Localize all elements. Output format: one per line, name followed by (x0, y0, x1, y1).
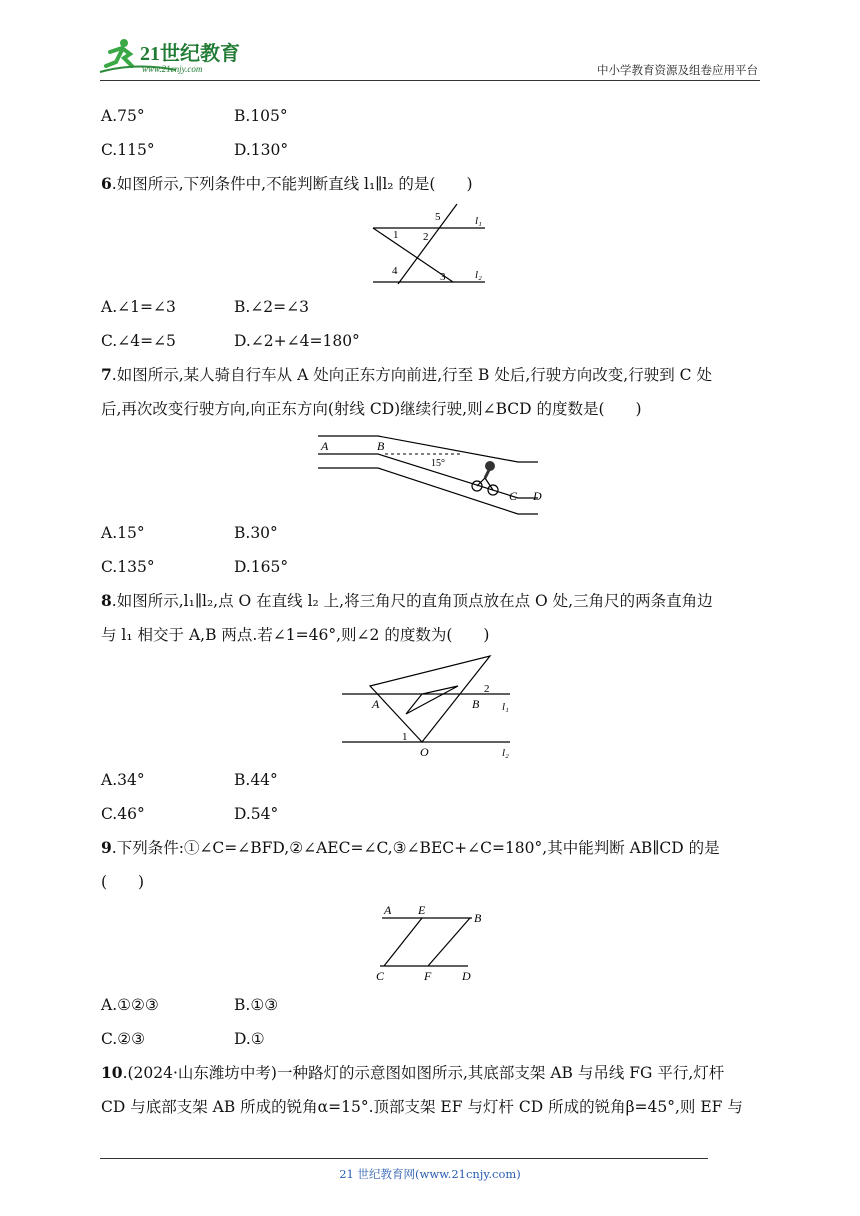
runner-logo-icon (96, 36, 256, 80)
q6-figure (365, 202, 495, 288)
q6-line-l2: l₂ (475, 269, 482, 281)
footer-link[interactable]: 21 世纪教育网(www.21cnjy.com) (339, 1167, 521, 1181)
q6-option-b: B.∠2=∠3 (234, 298, 310, 316)
q6-angle-3: 3 (440, 271, 446, 283)
q7-option-b: B.30° (234, 524, 278, 542)
q9-option-b: B.①③ (234, 996, 279, 1014)
q9-point-c: C (376, 969, 385, 983)
q6-option-c: C.∠4=∠5 (101, 332, 176, 350)
q5-option-b: B.105° (234, 107, 288, 125)
q7-option-c: C.135° (101, 558, 155, 576)
q7-figure (313, 428, 543, 516)
q6-angle-5: 5 (435, 211, 441, 223)
q9-option-d: D.① (234, 1030, 265, 1048)
q6-question: 6.如图所示,下列条件中,不能判断直线 l₁∥l₂ 的是( ) (101, 174, 473, 193)
q8-angle-1: 1 (402, 731, 408, 743)
q9-point-b: B (474, 911, 482, 925)
q7-point-b: B (377, 439, 385, 453)
q8-option-c: C.46° (101, 805, 145, 823)
q7-question-line1: 7.如图所示,某人骑自行车从 A 处向正东方向前进,行至 B 处后,行驶方向改变,行驶到 C 处 (101, 365, 712, 384)
q9-figure (372, 900, 492, 984)
q9-question-line2: ( ) (101, 873, 145, 891)
q7-option-d: D.165° (234, 558, 289, 576)
q9-option-a: A.①②③ (101, 996, 159, 1014)
q8-figure (338, 652, 528, 758)
q9-option-c: C.②③ (101, 1030, 146, 1048)
header-platform-text: 中小学教育资源及组卷应用平台 (597, 63, 758, 77)
q9-point-f: F (424, 969, 432, 983)
q8-line-l2: l₂ (502, 747, 509, 758)
q7-question-line2: 后,再次改变行驶方向,向正东方向(射线 CD)继续行驶,则∠BCD 的度数是( ) (101, 400, 642, 418)
q8-question-line1: 8.如图所示,l₁∥l₂,点 O 在直线 l₂ 上,将三角尺的直角顶点放在点 O 处,三角尺的两条直角边 (101, 591, 713, 610)
q9-point-a: A (384, 903, 392, 917)
q10-question-line2: CD 与底部支架 AB 所成的锐角α=15°.顶部支架 EF 与灯杆 CD 所成的锐角β=45°,则 EF 与 (101, 1098, 743, 1116)
q8-point-o: O (420, 745, 429, 758)
q7-angle-label: 15° (431, 458, 445, 469)
q8-angle-2: 2 (484, 683, 490, 695)
q6-option-a: A.∠1=∠3 (101, 298, 176, 316)
q5-option-c: C.115° (101, 141, 155, 159)
q9-point-d: D (462, 969, 471, 983)
q8-point-b: B (472, 697, 480, 711)
q7-point-c: C (509, 489, 518, 503)
q7-point-a: A (321, 439, 329, 453)
q5-option-a: A.75° (101, 107, 145, 125)
q6-angle-2: 2 (423, 231, 429, 243)
q8-line-l1: l₁ (502, 701, 509, 713)
q6-option-d: D.∠2+∠4=180° (234, 332, 360, 350)
svg-text:21世纪教育: 21世纪教育 (140, 43, 240, 65)
q7-option-a: A.15° (101, 524, 145, 542)
q8-question-line2: 与 l₁ 相交于 A,B 两点.若∠1=46°,则∠2 的度数为( ) (101, 626, 490, 644)
svg-text:www.21cnjy.com: www.21cnjy.com (142, 64, 203, 74)
q8-option-b: B.44° (234, 771, 278, 789)
header-divider (100, 80, 760, 81)
q7-point-d: D (533, 489, 542, 503)
q10-question-line1: 10.(2024·山东潍坊中考)一种路灯的示意图如图所示,其底部支架 AB 与吊线 FG 平行,灯杆 (101, 1063, 725, 1082)
q9-point-e: E (418, 903, 426, 917)
q8-option-a: A.34° (101, 771, 145, 789)
q6-line-l1: l₁ (475, 215, 482, 227)
footer-divider (100, 1158, 708, 1159)
q8-point-a: A (372, 697, 380, 711)
q8-option-d: D.54° (234, 805, 279, 823)
q5-option-d: D.130° (234, 141, 289, 159)
header-logo (96, 36, 256, 80)
q6-angle-4: 4 (392, 265, 398, 277)
q6-angle-1: 1 (393, 229, 399, 241)
q9-question-line1: 9.下列条件:①∠C=∠BFD,②∠AEC=∠C,③∠BEC+∠C=180°,其中能判断 AB∥CD 的是 (101, 838, 720, 857)
